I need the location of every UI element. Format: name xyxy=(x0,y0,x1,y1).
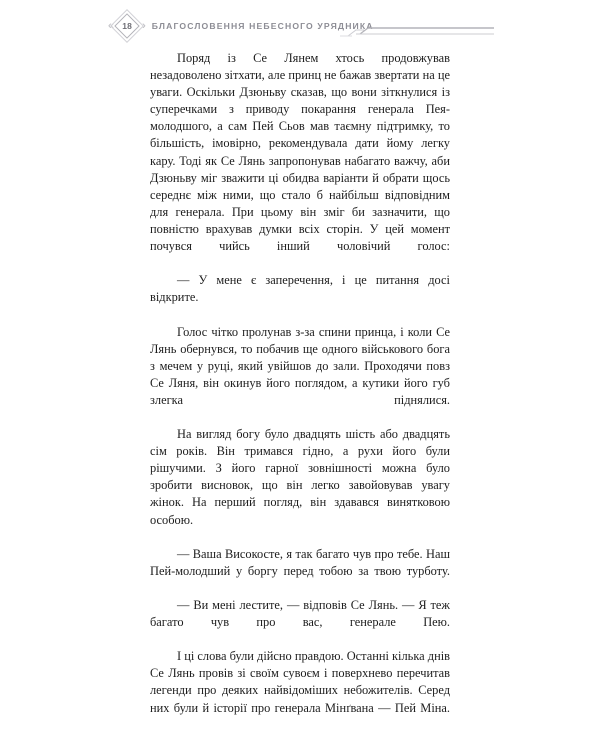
page-number: 18 xyxy=(122,21,133,31)
paragraph-dialogue: — Ви мені лестите, — відповів Се Лянь. — Я теж багато чув про вас, генерале Пею. xyxy=(150,598,450,630)
paragraph-dialogue: — У мене є заперечення, і це питання досі відкрите. xyxy=(150,273,450,305)
paragraph: Поряд із Се Лянем хтось продовжував незадоволено зітхати, але принц не бажав звертати на це уваги. Оскільки Дзюньву сказав, що вони зіткнулися із суперечками з приводу покарання генерала Пея-молодшого, а сам Пей Сьов мав таємну підтримку, то більшість, імовірно, рекомендувала дати йому легку кару. Тоді як Се Лянь запропонував набагато важчу, аби Дзюньву міг зважити ці обидва варіанти й обрати щось середнє між ними, що стало б найбільш відповідним для генерала. При цьому він зміг би зазначити, що повністю врахував думки всіх сторін. У цей момент почувся чийсь інший чоловічий голос: xyxy=(150,51,450,254)
running-head xyxy=(0,12,600,40)
chevron-left-icon: « xyxy=(108,19,114,32)
running-head-rule-ornament xyxy=(338,25,494,39)
running-head-title: БЛАГОСЛОВЕННЯ НЕБЕСНОГО УРЯДНИКА xyxy=(151,21,374,31)
body-text-block xyxy=(150,50,450,734)
paragraph: На вигляд богу було двадцять шість або двадцять сім років. Він тримався гідно, а рухи його були рішучими. З його гарної зовнішності можна було зробити висновок, що він легко завойовував увагу жінок. На перший погляд, він здавався винятковою особою. xyxy=(150,427,450,527)
chevron-right-icon: › xyxy=(142,19,145,32)
folio-diamond-ornament xyxy=(114,13,140,39)
running-head-left-group xyxy=(108,12,374,40)
paragraph: І ці слова були дійсно правдою. Останні кілька днів Се Лянь провів зі своїм сувоєм і поверхнево перечитав легенди про деяких найвідоміших небожителів. Серед них були й історії про генерала Мінґвана — Пей Міна. xyxy=(150,649,450,715)
paragraph: Голос чітко пролунав з-за спини принца, і коли Се Лянь обернувся, то побачив ще одного військового бога з мечем у руці, який увійшов до зали. Проходячи повз Се Ляня, він окинув його поглядом, а кутики його губ злегка піднялися. xyxy=(150,324,450,407)
paragraph-dialogue: — Ваша Високосте, я так багато чув про тебе. Наш Пей-молодший у боргу перед тобою за твою турботу. xyxy=(150,546,450,578)
